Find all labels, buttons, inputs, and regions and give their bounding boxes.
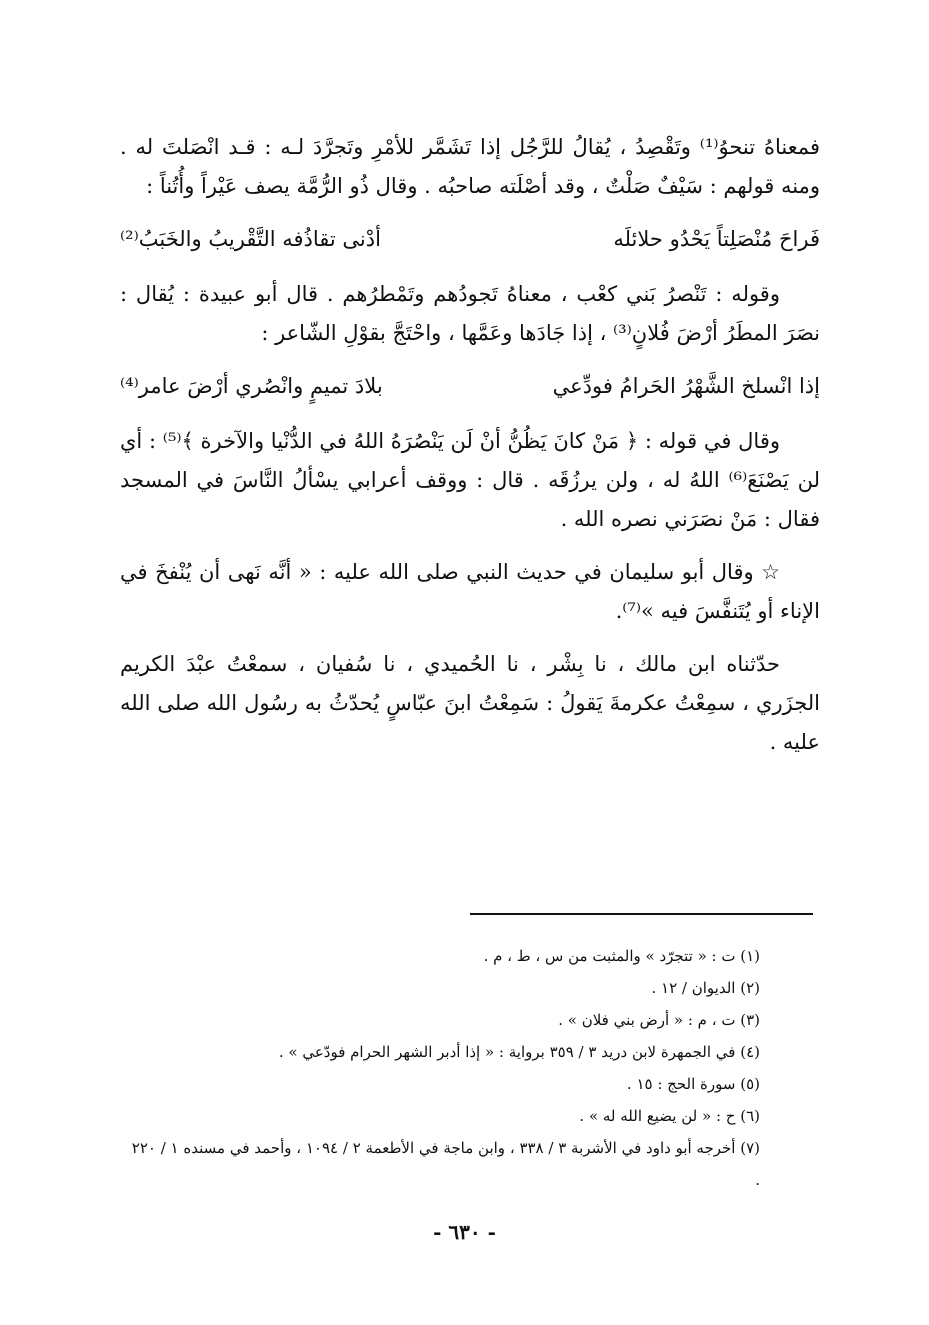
page-number: - ٦٣٠ - — [433, 1220, 496, 1244]
paragraph-hadith: ☆ وقال أبو سليمان في حديث النبي صلى الله عليه : « أنَّه نَهى أن يُنْفخَ في الإناء أو يُتَنفَّسَ فيه »⁽⁷⁾. — [120, 560, 820, 623]
paragraph-isnad: حدّثناه ابن مالك ، نا بِشْر ، نا الحُميدي ، نا سُفيان ، سمعْتُ عبْدَ الكريم الجزَري ، سمِعْتُ عكرمةَ يَقولُ : سَمِعْتُ ابنَ عبّاسٍ يُحدّثُ به رسُول الله صلى الله عليه . — [120, 652, 820, 754]
footnote-4: (٤) في الجمهرة لابن دريد ٣ / ٣٥٩ برواية : « إذا أدبر الشهر الحرام فودّعي » . — [278, 1043, 760, 1061]
footnote-1: (١) ت : « تتجرّد » والمثبت من س ، ط ، م . — [483, 947, 760, 965]
paragraph-tansur: وقوله : تَنْصرُ بَني كعْب ، معناهُ تَجودُهم وتَمْطرُهم . قال أبو عبيدة : يُقال : نصَرَ المطَرُ أرْضَ فُلانٍ⁽³⁾ ، إذا جَادَها وعَمَّها ، واحْتَجَّ بقوْلِ الشّاعر : — [120, 282, 820, 345]
verse-2-second-hemistich: بلادَ تميمٍ وانْصُري أرْضَ عامر⁽⁴⁾ — [120, 374, 383, 398]
footnote-7: (٧) أخرجه أبو داود في الأشربة ٣ / ٣٣٨ ، وابن ماجة في الأطعمة ٢ / ١٠٩٤ ، وأحمد في مسنده ١ / ٢٢٠ . — [131, 1139, 760, 1189]
footnotes — [130, 940, 760, 1196]
footnote-5: (٥) سورة الحج : ١٥ . — [626, 1075, 760, 1093]
paragraph-quran-verse: وقال في قوله : ﴿ مَنْ كانَ يَظُنُّ أنْ لَن يَنْصُرَهُ اللهُ في الدُّنْيا والآخرة ﴾⁽⁵⁾ : أي لن يَصْنَعَ⁽⁶⁾ اللهُ له ، ولن يرزُقَه . قال : ووقف أعرابي يسْألُ النَّاسَ في المسجد فقال : مَنْ نصَرَني نصره الله . — [120, 429, 820, 531]
verse-1-second-hemistich: أدْنى تقاذُفه التَّقْريبُ والخَبَبُ⁽²⁾ — [120, 227, 381, 251]
verse-1-first-hemistich: فَراحَ مُنْصَلِتاً يَحْدُو حلائلَه — [613, 227, 820, 251]
verse-line-2 — [120, 367, 820, 406]
paragraph-opening: فمعناهُ تنحوُ⁽¹⁾ وتَقْصِدُ ، يُقالُ للرَّجُل إذا تَشَمَّر للأمْرِ وتَجرَّدَ لـه : قـد انْصَلتَ له . ومنه قولهم : سَيْفٌ صَلْتٌ ، وقد أصْلَته صاحبُه . وقال ذُو الرُّمَّة يصف عَيْراً وأُتُناً : — [120, 135, 820, 198]
footnote-3: (٣) ت ، م : « أرض بني فلان » . — [558, 1011, 760, 1029]
verse-line-1 — [120, 220, 820, 259]
footnote-2: (٢) الديوان / ١٢ . — [651, 979, 760, 997]
page-body — [120, 128, 820, 776]
footnote-divider — [470, 913, 813, 915]
verse-2-first-hemistich: إذا انْسلخ الشَّهْرُ الحَرامُ فودِّعي — [552, 374, 820, 398]
footnote-6: (٦) ح : « لن يضيع الله له » . — [579, 1107, 760, 1125]
